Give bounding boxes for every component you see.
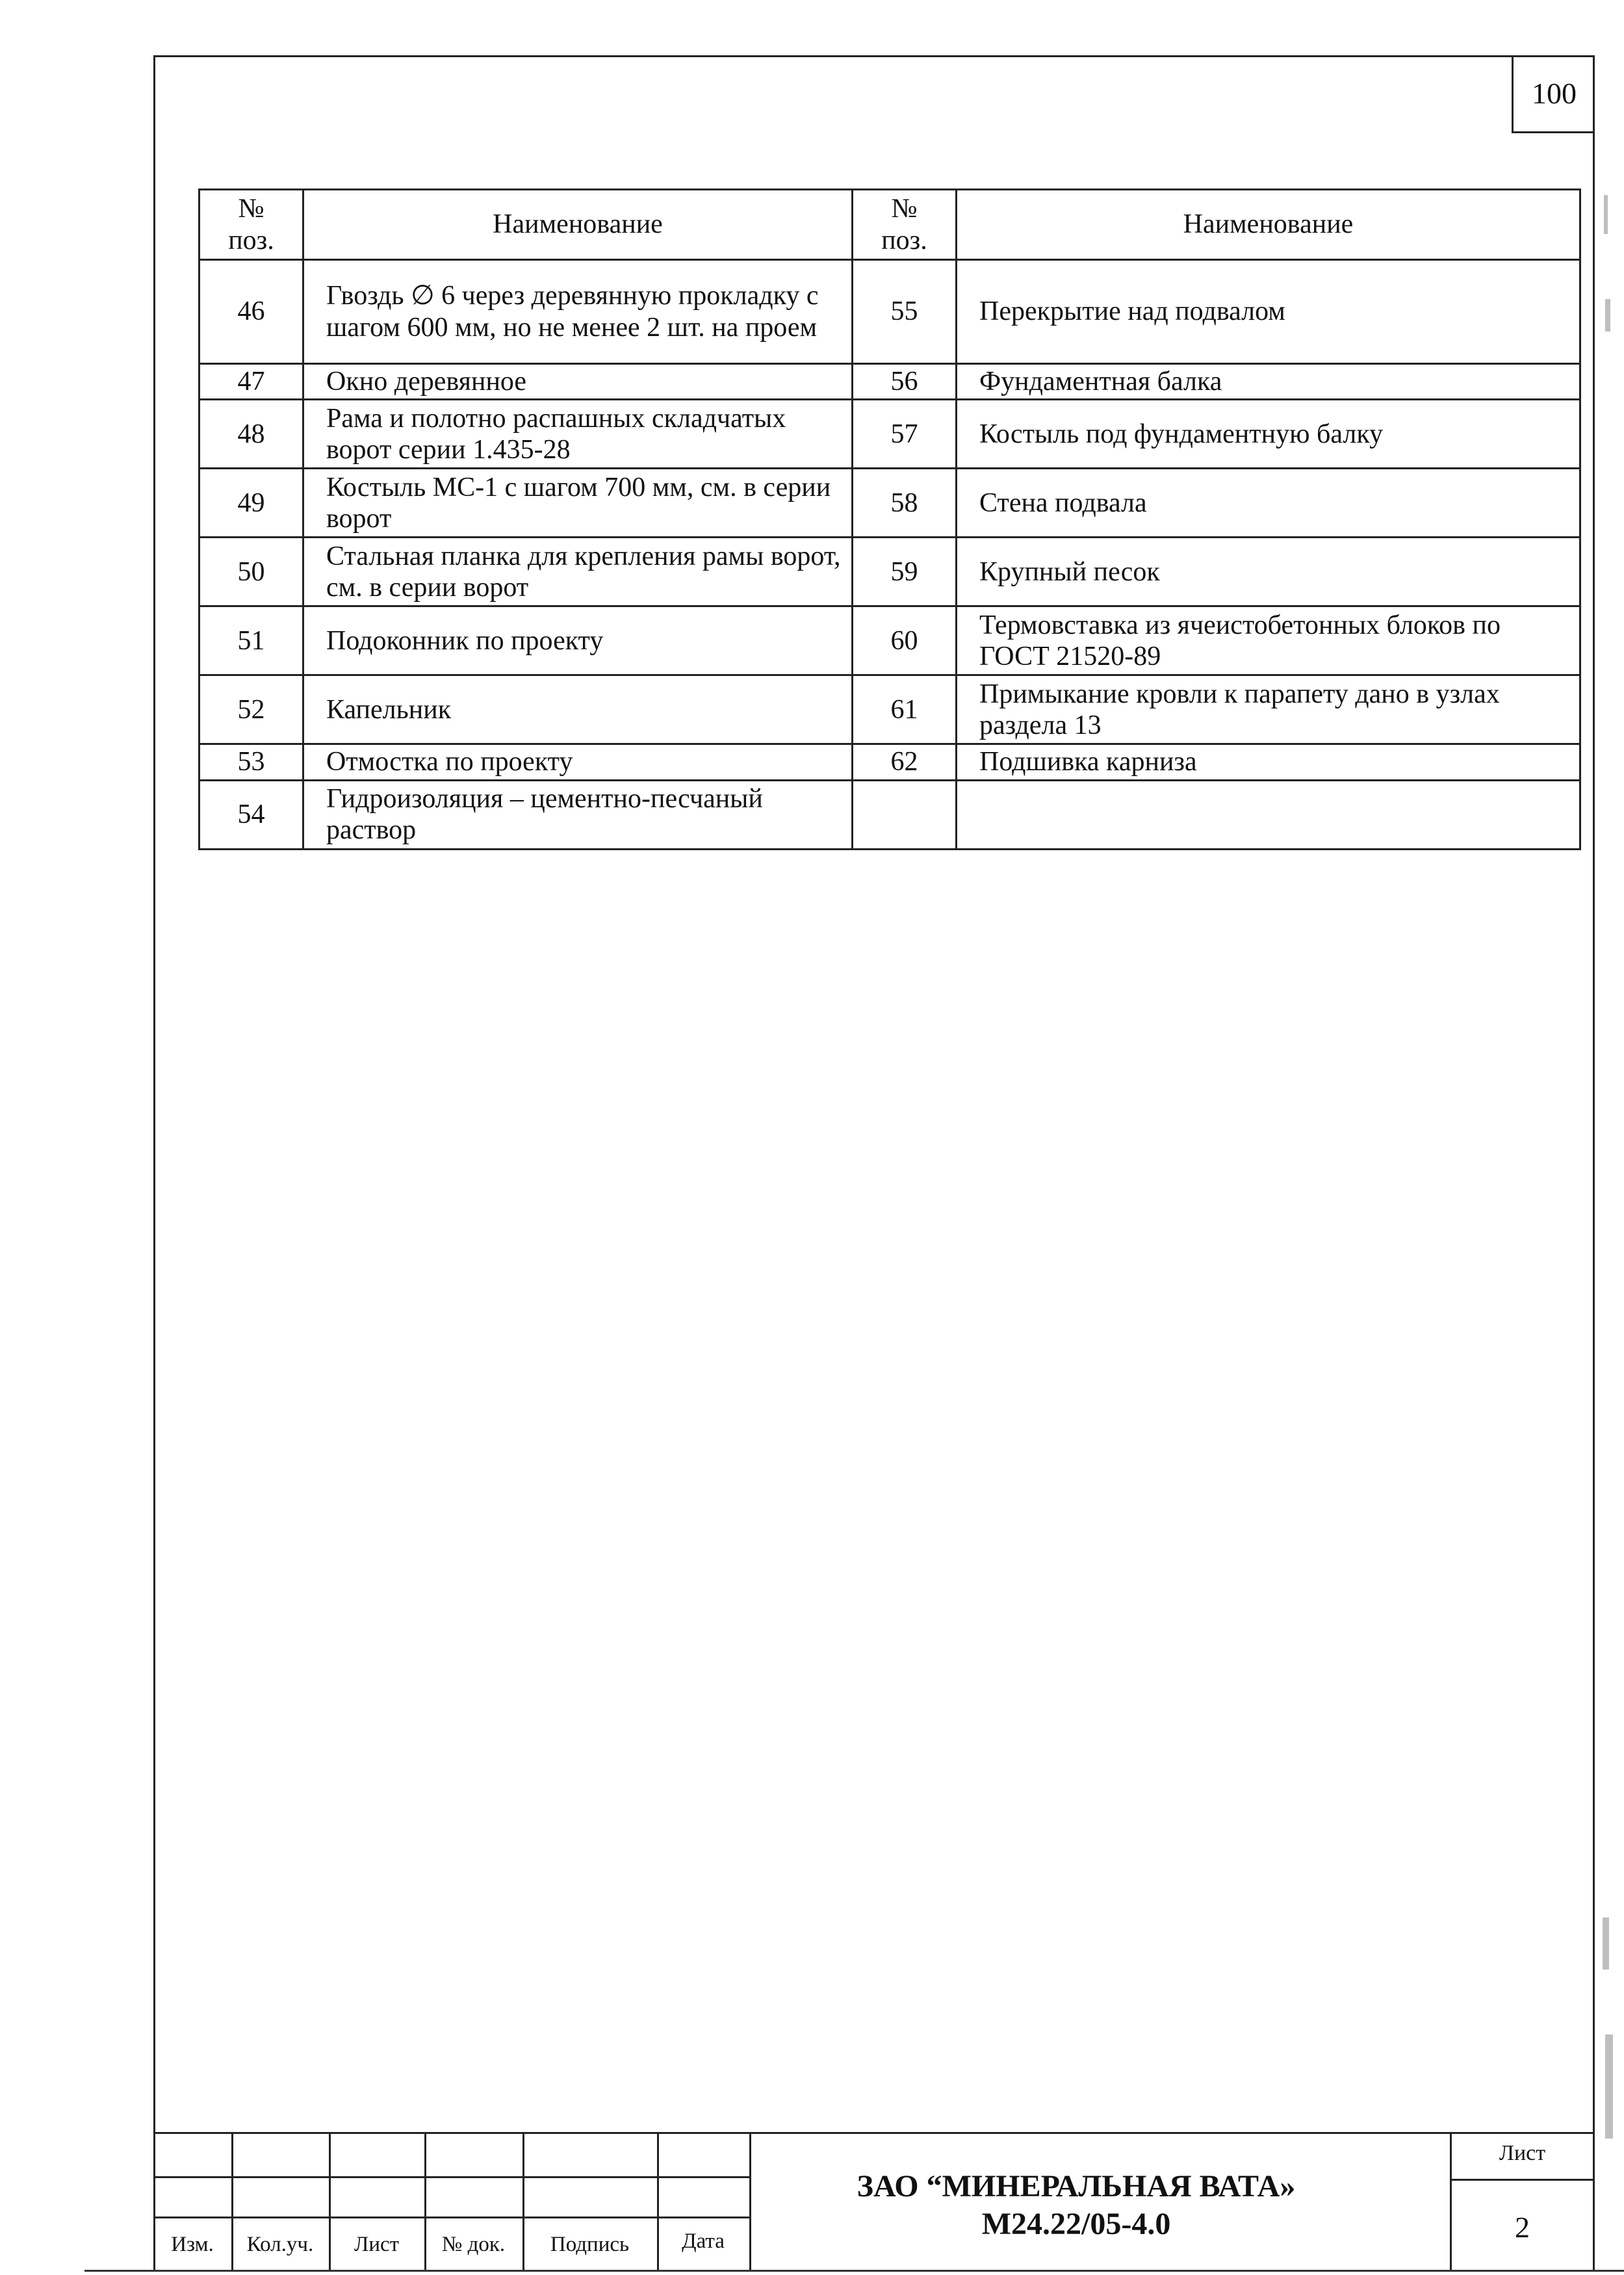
table-row (200, 364, 1580, 400)
column-doc-number: № док. (441, 2233, 506, 2256)
name-cell: Капельник (303, 675, 853, 744)
page-number-box (1512, 55, 1595, 133)
name-cell: Фундаментная балка (957, 364, 1580, 400)
name-cell: Окно деревянное (303, 364, 853, 400)
pos-cell: 60 (853, 606, 957, 675)
table-row (200, 675, 1580, 744)
pos-cell: 59 (853, 538, 957, 606)
pos-cell: 58 (853, 469, 957, 538)
pos-cell: 57 (853, 400, 957, 469)
name-cell: Костыль под фундаментную балку (957, 400, 1580, 469)
pos-cell: 54 (200, 780, 303, 849)
title-block-rule (153, 2216, 751, 2218)
name-cell: Стена подвала (957, 469, 1580, 538)
pos-cell: 62 (853, 744, 957, 780)
name-cell: Гвоздь ∅ 6 через деревянную прокладку с шагом 600 мм, но не менее 2 шт. на проем (303, 260, 853, 364)
column-signature: Подпись (550, 2233, 630, 2256)
column-kol-uch: Кол.уч. (246, 2233, 314, 2256)
title-block-rule (1450, 2179, 1595, 2181)
pos-cell: 61 (853, 675, 957, 744)
pos-cell: 51 (200, 606, 303, 675)
name-cell: Перекрытие над подвалом (957, 260, 1580, 364)
name-cell: Отмостка по проекту (303, 744, 853, 780)
name-cell (957, 780, 1580, 849)
table-row (200, 469, 1580, 538)
title-block-top-rule (153, 2132, 1595, 2134)
name-cell: Термовставка из ячеистобетонных блоков по ГОСТ 21520-89 (957, 606, 1580, 675)
pos-cell (853, 780, 957, 849)
pos-cell: 48 (200, 400, 303, 469)
pos-cell: 46 (200, 260, 303, 364)
sheet-number: 2 (1515, 2211, 1530, 2244)
scan-noise (1605, 299, 1610, 332)
table-row (200, 538, 1580, 606)
name-cell: Подшивка карниза (957, 744, 1580, 780)
specification-table (198, 188, 1581, 850)
column-list: Лист (354, 2233, 400, 2256)
sheet-label: Лист (1499, 2141, 1546, 2165)
name-cell: Подоконник по проекту (303, 606, 853, 675)
name-cell: Крупный песок (957, 538, 1580, 606)
name-cell: Костыль МС-1 с шагом 700 мм, см. в серии ворот (303, 469, 853, 538)
organization-block (751, 2168, 1401, 2242)
header-pos-right: № поз. (853, 190, 957, 260)
table-row (200, 260, 1580, 364)
table-row (200, 400, 1580, 469)
table-row (200, 780, 1580, 849)
pos-cell: 49 (200, 469, 303, 538)
organization-name: ЗАО “МИНЕРАЛЬНАЯ ВАТА» (857, 2169, 1296, 2204)
bottom-rule (84, 2270, 1624, 2272)
column-izm: Изм. (171, 2233, 214, 2256)
scan-noise (1605, 2034, 1613, 2138)
title-block (153, 2132, 1595, 2270)
pos-cell: 55 (853, 260, 957, 364)
title-block-rule (153, 2176, 751, 2178)
document-code: М24.22/05-4.0 (981, 2206, 1171, 2241)
pos-cell: 50 (200, 538, 303, 606)
pos-cell: 52 (200, 675, 303, 744)
name-cell: Стальная планка для крепления рамы ворот, см. в серии ворот (303, 538, 853, 606)
pos-cell: 53 (200, 744, 303, 780)
name-cell: Гидроизоляция – цементно-песчаный раствор (303, 780, 853, 849)
name-cell: Примыкание кровли к парапету дано в узлах раздела 13 (957, 675, 1580, 744)
header-name-right: Наименование (957, 190, 1580, 260)
scan-noise (1604, 195, 1608, 234)
pos-cell: 56 (853, 364, 957, 400)
table-header-row (200, 190, 1580, 260)
table-row (200, 744, 1580, 780)
scan-noise (1603, 1918, 1609, 1970)
pos-cell: 47 (200, 364, 303, 400)
header-name-left: Наименование (303, 190, 853, 260)
page-number: 100 (1532, 77, 1577, 110)
header-pos-left: № поз. (200, 190, 303, 260)
column-date: Дата (682, 2230, 725, 2253)
name-cell: Рама и полотно распашных складчатых ворот серии 1.435-28 (303, 400, 853, 469)
table-row (200, 606, 1580, 675)
